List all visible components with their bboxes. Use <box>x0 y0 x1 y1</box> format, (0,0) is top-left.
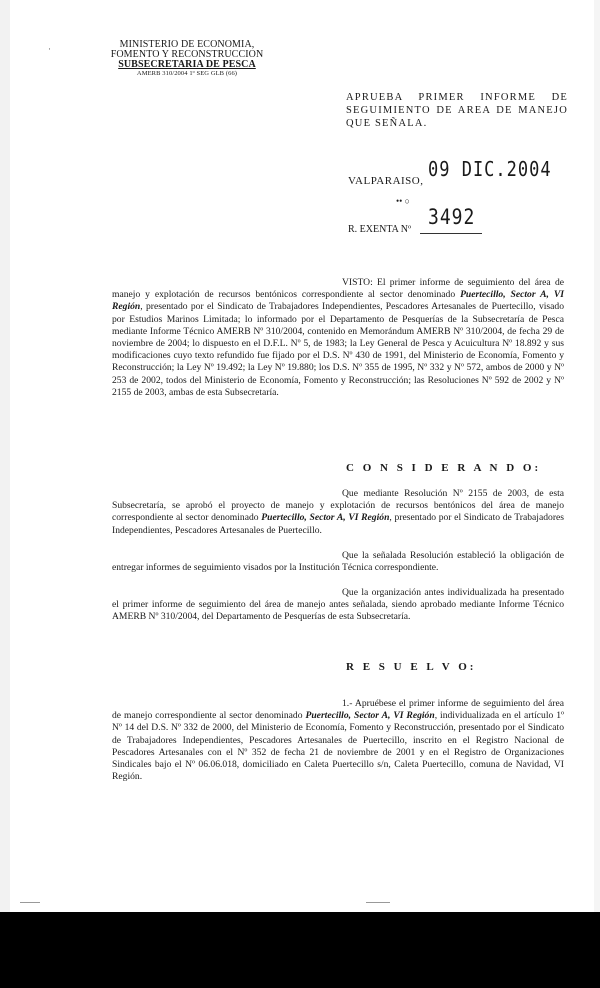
scan-border-bottom <box>0 912 600 988</box>
considerando-paragraph-2: Que la señalada Resolución estableció la obligación de entregar informes de seguimiento visados por la Institución Técnica correspondiente. <box>112 550 564 574</box>
ministry-header <box>92 40 282 78</box>
hole-mark: · <box>48 44 51 54</box>
considerando-1-text-1: Que mediante Resolución Nº 2155 de 2003, de esta Subsecretaría, se aprobó el proyecto de manejo y explotación de recursos bentónicos del área de manejo correspondiente al sector denominado <box>112 488 564 524</box>
visto-paragraph <box>112 277 564 399</box>
file-reference: AMERB 310/2004 1º SEG GLB (66) <box>136 70 238 77</box>
scan-edge-left <box>0 0 10 912</box>
resuelvo-1-text-2: , individualizada en el artículo 1º Nº 14 del D.S. Nº 332 de 2000, del Ministerio de Economía, Fomento y Reconstrucción, presentado por el Sindicato de Trabajadores Independientes, Pescadores Artesanales de Puertecillo, inscrito en el Registro Nacional de Pescadores Artesanales con el Nº 352 de fecha 21 de noviembre de 2001 y en el Registro de Organizaciones Sindicales bajo el Nº 06.06.018, domiciliado en Caleta Puertecillo s/n, Caleta Puertecillo, comuna de Navidad, VI Región. <box>112 710 564 783</box>
place-label: VALPARAISO, <box>348 175 424 187</box>
resolution-underline <box>420 233 482 234</box>
ministry-line-1: MINISTERIO DE ECONOMIA, <box>119 39 255 50</box>
visto-text-2: , presentado por el Sindicato de Trabajadores Independientes, Pescadores Artesanales de Puertecillo, visado por Estudios Marinos Limitada; lo informado por el Departamento de Pesquerías de la Subsecretaría de Pesca mediante Informe Técnico AMERB Nº 310/2004, contenido en Memorándum AMERB Nº 310/2004, de fecha 29 de noviembre de 2004; lo dispuesto en el D.F.L. Nº 5, de 1983; la Ley General de Pesca y Acuicultura Nº 18.892 y sus modificaciones cuyo texto refundido fue fijado por el D.S. Nº 430 de 1991, del Ministerio de Economía, Fomento y Reconstrucción; la Ley Nº 19.492; la Ley Nº 19.880; los D.S. Nº 355 de 1995, Nº 332 y Nº 572, ambos de 2000 y Nº 253 de 2002, todos del Ministerio de Economía, Fomento y Reconstrucción; las Resoluciones Nº 592 de 2002 y Nº 2155 de 2003, ambas de esta Subsecretaría. <box>112 301 564 398</box>
date-stamp: 09 DIC.2004 <box>428 158 552 182</box>
scan-edge-right <box>594 0 600 912</box>
resuelvo-1-text-1: 1.- Apruébese el primer informe de seguimiento del área de manejo correspondiente al sector denominado <box>112 698 564 722</box>
resolution-number: 3492 <box>428 204 476 231</box>
visto-sector: Puertecillo, Sector A, VI Región <box>112 289 564 313</box>
resuelvo-1-sector: Puertecillo, Sector A, VI Región <box>305 710 435 722</box>
resuelvo-heading: R E S U E L V O: <box>346 661 477 673</box>
document-subject: APRUEBA PRIMER INFORME DE SEGUIMIENTO DE AREA DE MANEJO QUE SEÑALA. <box>346 92 568 129</box>
considerando-1-text-2: , presentado por el Sindicato de Trabajadores Independientes, Pescadores Artesanales de Puertecillo. <box>112 512 564 536</box>
considerando-paragraph-1 <box>112 488 564 537</box>
considerando-paragraph-3: Que la organización antes individualizada ha presentado el primer informe de seguimiento del área de manejo antes señalada, siendo aprobado mediante Informe Técnico AMERB Nº 310/2004, del Departamento de Pesquerías de esta Subsecretaría. <box>112 587 564 623</box>
resuelvo-paragraph-1 <box>112 698 564 783</box>
scan-footer-marks <box>16 896 576 908</box>
visto-text-1: VISTO: El primer informe de seguimiento del área de manejo y explotación de recursos bentónicos correspondiente al sector denominado <box>112 277 564 301</box>
resolution-label: R. EXENTA Nº <box>348 224 412 235</box>
stamp-dots: •• ○ <box>396 196 410 206</box>
footer-mark <box>366 902 390 903</box>
footer-mark <box>20 902 40 903</box>
ministry-line-2: FOMENTO Y RECONSTRUCCION <box>110 49 264 60</box>
considerando-1-sector: Puertecillo, Sector A, VI Región <box>261 512 390 524</box>
considerando-heading: C O N S I D E R A N D O: <box>346 462 542 474</box>
subsecretaria-line: SUBSECRETARIA DE PESCA <box>118 59 256 70</box>
